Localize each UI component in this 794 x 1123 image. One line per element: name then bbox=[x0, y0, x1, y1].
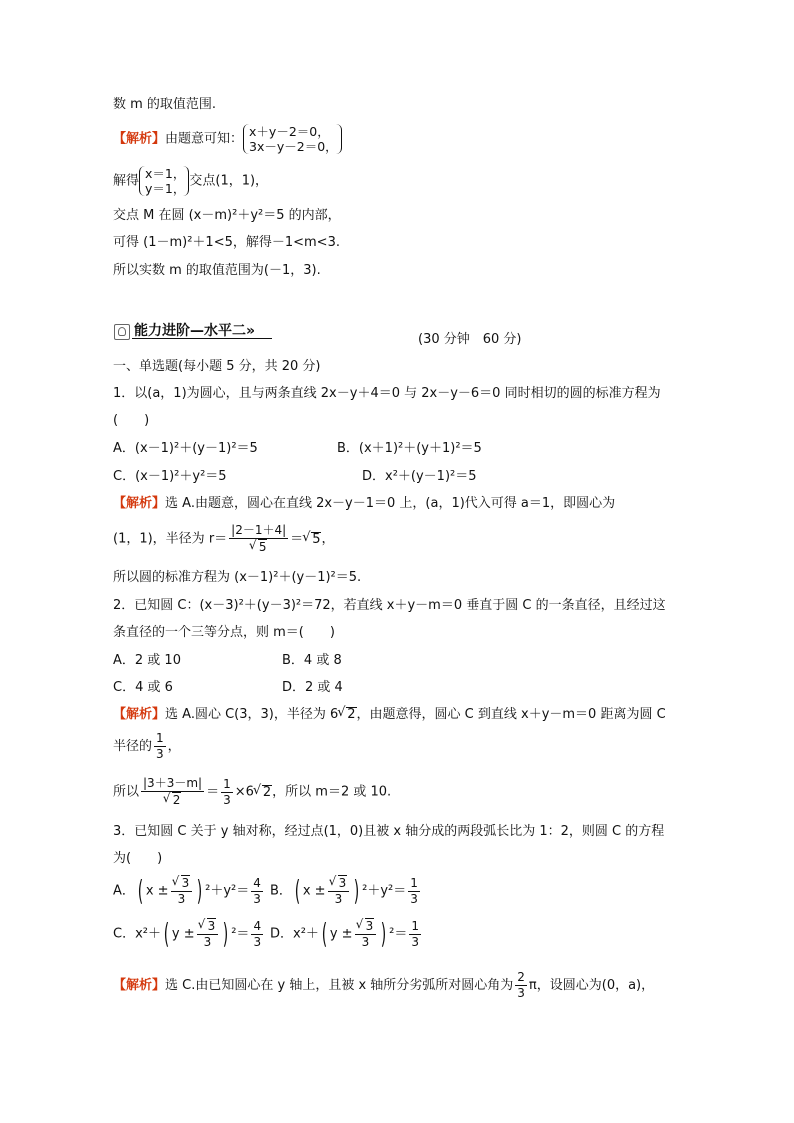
part-title: 一、单选题(每小题 5 分，共 20 分) bbox=[113, 359, 321, 374]
sqrt: √ 2 bbox=[346, 707, 356, 722]
equation-system bbox=[139, 166, 189, 196]
text: ＝ bbox=[290, 531, 304, 547]
text-line: 可得 (1－m)²＋1<5，解得－1<m<3. bbox=[113, 235, 340, 250]
fraction: $\frac{2}{3}$ bbox=[517, 970, 525, 1000]
solution-line bbox=[113, 124, 342, 156]
solution-line bbox=[113, 495, 615, 513]
text-line bbox=[113, 166, 268, 196]
lightbulb-icon bbox=[114, 324, 130, 340]
text-line: 数 m 的取值范围. bbox=[113, 97, 217, 112]
text-line: 交点 M 在圆 (x－m)²＋y²＝5 的内部， bbox=[113, 208, 341, 223]
equation: y＝1， bbox=[145, 181, 186, 196]
text: π，设圆心为(0，a)， bbox=[528, 978, 655, 993]
text: ，所以 m＝2 或 10. bbox=[272, 784, 392, 800]
text: ， bbox=[167, 739, 181, 754]
question-stem: ( ) bbox=[113, 413, 150, 428]
text: 交点(1，1)， bbox=[189, 173, 269, 189]
solution-line bbox=[113, 970, 654, 1006]
chevron-right-icon: » bbox=[246, 323, 256, 339]
text: 解得 bbox=[113, 173, 140, 189]
option-a: A．2 或 10 bbox=[113, 653, 181, 668]
solution-line bbox=[113, 731, 181, 767]
text: 选 A.由题意，圆心在直线 2x－y－1＝0 上，(a，1)代入可得 a＝1，即圆心为 bbox=[165, 496, 616, 511]
text-line: 所以实数 m 的取值范围为(－1，3). bbox=[113, 263, 321, 278]
solution-line bbox=[113, 523, 334, 559]
fraction: $\frac{1}{3}$ bbox=[156, 731, 164, 761]
time-score: (30 分钟 60 分) bbox=[418, 332, 522, 347]
section-title-text: 能力进阶—水平二 bbox=[134, 323, 246, 339]
option-a: A．( x ± √ $\frac{3}{3}$ ) ²＋y²＝ $\frac{4}{3}$ bbox=[113, 875, 265, 915]
option-d: D．2 或 4 bbox=[282, 680, 343, 695]
solution-line: 所以圆的标准方程为 (x－1)²＋(y－1)²＝5. bbox=[113, 570, 362, 585]
solution-tag: 【解析】 bbox=[113, 131, 166, 147]
text: 所以 bbox=[113, 784, 140, 800]
divider bbox=[132, 338, 272, 339]
question-stem: 3．已知圆 C 关于 y 轴对称，经过点(1，0)且被 x 轴分成的两段弧长比为 1：2，则圆 C 的方程 bbox=[113, 824, 665, 839]
text: 选 C.由已知圆心在 y 轴上，且被 x 轴所分劣弧所对圆心角为 bbox=[165, 978, 514, 993]
option-b: B．( x ± √ $\frac{3}{3}$ ) ²＋y²＝ $\frac{1}{3}$ bbox=[270, 875, 422, 915]
option-c: C．x²＋( y ± √ $\frac{3}{3}$ ) ²＝ $\frac{4}{3}$ bbox=[113, 918, 265, 958]
fraction: |3＋3－m| √ 2 bbox=[141, 776, 204, 808]
question-stem: 条直径的一个三等分点，则 m＝( ) bbox=[113, 625, 335, 640]
option-a: A．(x－1)²＋(y－1)²＝5 bbox=[113, 441, 258, 456]
sqrt: √ 5 bbox=[311, 532, 321, 547]
solution-line bbox=[113, 776, 391, 812]
option-c: C．(x－1)²＋y²＝5 bbox=[113, 469, 227, 484]
option-d: D．x²＋(y－1)²＝5 bbox=[362, 469, 477, 484]
text: 选 A.圆心 C(3，3)，半径为 6 bbox=[165, 707, 339, 722]
option-c: C．4 或 6 bbox=[113, 680, 173, 695]
solution-tag: 【解析】 bbox=[113, 978, 166, 993]
option-b: B．(x＋1)²＋(y＋1)²＝5 bbox=[337, 441, 482, 456]
fraction: |2－1＋4| √ 5 bbox=[229, 523, 288, 555]
option-b: B．4 或 8 bbox=[282, 653, 342, 668]
text: (1，1)，半径为 r＝ bbox=[113, 531, 228, 547]
text: ＝ bbox=[206, 784, 220, 800]
solution-tag: 【解析】 bbox=[113, 707, 166, 722]
equation: x＋y－2＝0， bbox=[249, 124, 330, 139]
solution-tag: 【解析】 bbox=[113, 496, 166, 511]
option-d: D．x²＋( y ± √ $\frac{3}{3}$ ) ²＝ $\frac{1}{3}$ bbox=[270, 918, 423, 958]
sqrt: √ 2 bbox=[262, 785, 272, 800]
solution-line bbox=[113, 706, 666, 724]
text: ，由题意得，圆心 C 到直线 x＋y－m＝0 距离为圆 C bbox=[356, 707, 666, 722]
equation: x＝1， bbox=[145, 166, 186, 181]
text: 由题意可知： bbox=[165, 131, 244, 147]
question-stem: 2．已知圆 C：(x－3)²＋(y－3)²＝72，若直线 x＋y－m＝0 垂直于圆 C 的一条直径，且经过这 bbox=[113, 598, 666, 613]
question-stem: 1．以(a，1)为圆心，且与两条直线 2x－y＋4＝0 与 2x－y－6＝0 同时相切的圆的标准方程为 bbox=[113, 386, 661, 401]
text: ×6 bbox=[234, 784, 254, 800]
text: ， bbox=[321, 531, 335, 547]
fraction: $\frac{1}{3}$ bbox=[223, 776, 231, 807]
equation: 3x－y－2＝0， bbox=[249, 139, 338, 154]
text: 半径的 bbox=[113, 739, 153, 754]
equation-system bbox=[243, 124, 342, 154]
question-stem: 为( ) bbox=[113, 851, 163, 866]
